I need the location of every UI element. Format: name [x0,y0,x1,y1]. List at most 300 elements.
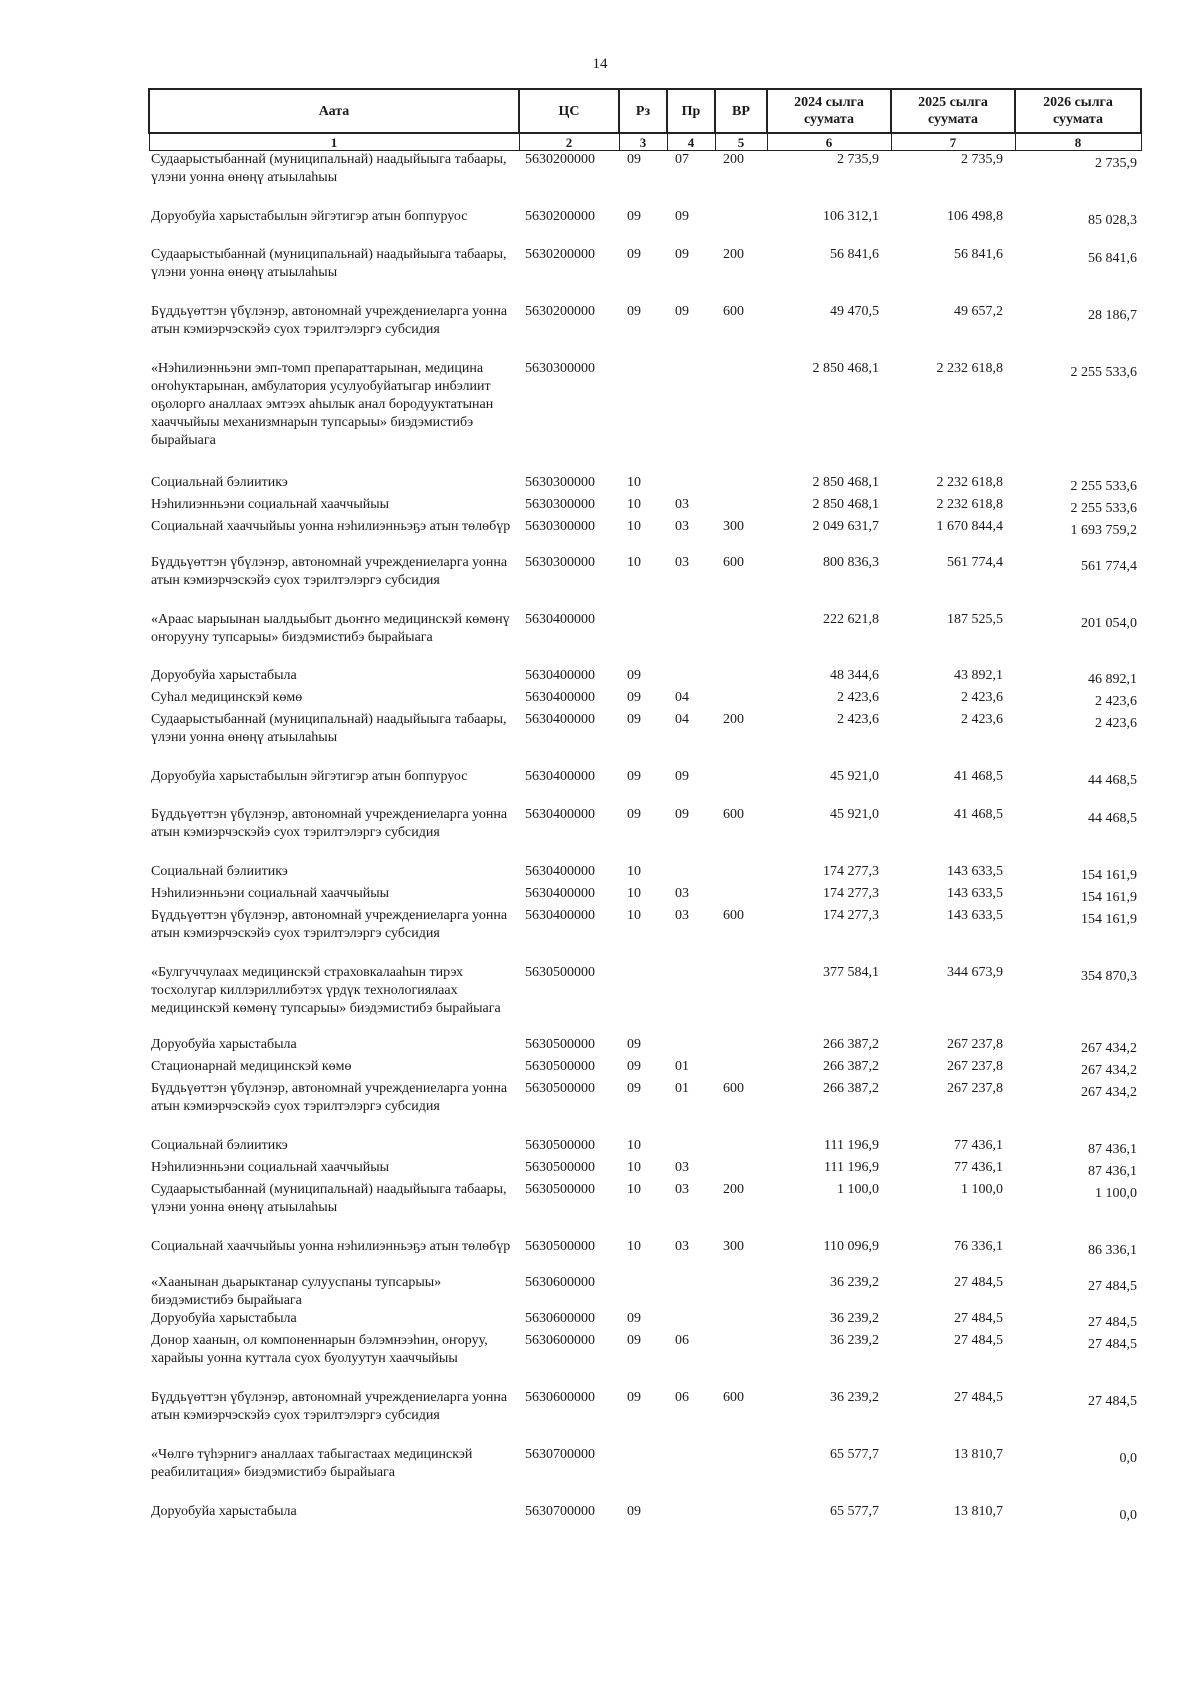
row-name-cell: Судаарыстыбаннай (муниципальнай) наадыйыыга табаары, үлэни уонна өнөңү атыылаһыы [151,1181,507,1215]
header-row [149,89,1141,133]
table-row [149,806,1141,863]
header-cs: ЦС [519,89,619,133]
row-cs-cell: 5630600000 [525,1274,595,1290]
row-pr-cell [667,1503,715,1539]
row-2024-cell: 2 850 468,1 [812,474,879,490]
row-2026-cell: 2 423,6 [1095,693,1137,709]
row-2024-cell: 2 850 468,1 [812,496,879,512]
column-number: 6 [767,133,891,151]
column-number: 2 [519,133,619,151]
row-2025-cell: 143 633,5 [947,907,1003,923]
row-rz-cell: 10 [627,474,641,490]
row-2024-cell: 2 423,6 [837,711,879,727]
row-2026-cell: 0,0 [1119,1450,1137,1466]
budget-table [148,88,1142,1539]
row-rz-cell: 09 [627,711,641,727]
row-name-cell: Судаарыстыбаннай (муниципальнай) наадыйыыга табаары, үлэни уонна өнөңү атыылаһыы [151,152,507,185]
row-2026-cell: 2 423,6 [1095,715,1137,731]
table-row [149,518,1141,554]
row-rz-cell [619,964,667,1036]
table-row [149,964,1141,1036]
row-cs-cell: 5630400000 [525,711,595,727]
table-row [149,246,1141,303]
table-body [149,151,1141,1539]
row-rz-cell: 10 [627,907,641,923]
row-name-cell: Нэһилиэнньэни социальнай хааччыйыы [151,1159,390,1175]
row-vr-cell [715,689,767,711]
row-vr-cell: 300 [723,1238,744,1254]
row-pr-cell: 06 [675,1332,689,1348]
row-cs-cell: 5630700000 [525,1446,595,1462]
row-pr-cell: 03 [675,885,689,901]
table-row [149,689,1141,711]
row-pr-cell: 03 [675,907,689,923]
row-pr-cell [667,1274,715,1310]
row-vr-cell [715,667,767,689]
row-vr-cell [715,611,767,667]
table-row [149,1310,1141,1332]
row-2025-cell: 267 237,8 [947,1080,1003,1096]
row-pr-cell: 09 [675,768,689,784]
table-row [149,1181,1141,1238]
row-2026-cell: 0,0 [1119,1507,1137,1523]
row-cs-cell: 5630600000 [525,1389,595,1405]
row-2024-cell: 174 277,3 [823,885,879,901]
row-2025-cell: 27 484,5 [954,1274,1003,1290]
row-2025-cell: 41 468,5 [954,768,1003,784]
row-pr-cell: 03 [675,1238,689,1254]
row-2025-cell: 13 810,7 [954,1446,1003,1462]
row-cs-cell: 5630600000 [525,1332,595,1348]
row-rz-cell: 09 [627,303,641,319]
row-2025-cell: 77 436,1 [954,1159,1003,1175]
row-2026-cell: 56 841,6 [1088,250,1137,266]
row-name-cell: Доруобуйа харыстабыла [151,1036,297,1052]
row-rz-cell: 09 [627,667,641,683]
table-row [149,907,1141,964]
row-2024-cell: 56 841,6 [830,246,879,262]
row-pr-cell: 03 [675,1159,689,1175]
column-number: 8 [1015,133,1141,151]
row-2025-cell: 2 232 618,8 [936,496,1003,512]
row-name-cell: «Чөлгө түһэрнигэ аналлаах табыгастаах медицинскэй реабилитация» биэдэмистибэ бырайыага [151,1446,473,1480]
table-row [149,768,1141,806]
row-vr-cell [715,885,767,907]
row-name-cell: «Хаанынан дьарыктанар сулууспаны тупсарыы» биэдэмистибэ бырайыага [151,1274,442,1308]
row-rz-cell: 09 [627,1058,641,1074]
row-2024-cell: 36 239,2 [830,1332,879,1348]
row-rz-cell: 09 [627,152,641,167]
row-rz-cell: 10 [627,518,641,534]
row-2026-cell: 46 892,1 [1088,671,1137,687]
row-pr-cell: 06 [675,1389,689,1405]
table-row [149,1238,1141,1274]
row-vr-cell [715,1058,767,1080]
row-2024-cell: 45 921,0 [830,768,879,784]
row-vr-cell: 200 [723,1181,744,1197]
row-rz-cell: 10 [627,1159,641,1175]
row-name-cell: Суһал медицинскэй көмө [151,689,303,705]
row-cs-cell: 5630200000 [525,208,595,224]
row-name-cell: Доруобуйа харыстабыла [151,1310,297,1326]
table-row [149,885,1141,907]
row-name-cell: Нэһилиэнньэни социальнай хааччыйыы [151,496,390,512]
row-2025-cell: 143 633,5 [947,885,1003,901]
row-2025-cell: 13 810,7 [954,1503,1003,1519]
row-cs-cell: 5630400000 [525,667,595,683]
row-vr-cell [715,1036,767,1058]
row-vr-cell [715,1274,767,1310]
row-vr-cell: 600 [723,554,744,570]
row-rz-cell: 09 [627,1310,641,1326]
row-vr-cell [715,964,767,1036]
table-row [149,1274,1141,1310]
row-vr-cell: 600 [723,1080,744,1096]
header-vr: ВР [715,89,767,133]
row-2026-cell: 87 436,1 [1088,1141,1137,1157]
row-rz-cell [619,1274,667,1310]
row-cs-cell: 5630200000 [525,152,595,167]
row-2026-cell: 354 870,3 [1081,968,1137,984]
row-rz-cell: 10 [627,885,641,901]
row-2025-cell: 187 525,5 [947,611,1003,627]
column-number: 4 [667,133,715,151]
row-name-cell: Бүддьүөттэн үбүлэнэр, автономнай учреждениеларга уонна атын кэмиэрчэскэйэ суох тэрилтэлэргэ субсидия [151,1389,508,1423]
row-cs-cell: 5630700000 [525,1503,595,1519]
row-2025-cell: 49 657,2 [954,303,1003,319]
row-vr-cell [715,1310,767,1332]
row-name-cell: Социальнай хааччыйыы уонна нэһилиэнньэҕэ атын төлөбүр [151,518,511,534]
row-name-cell: Доруобуйа харыстабылын эйгэтигэр атын боппуруос [151,768,468,784]
row-vr-cell: 200 [723,152,744,167]
row-cs-cell: 5630500000 [525,1181,595,1197]
row-cs-cell: 5630400000 [525,611,595,627]
table-row [149,208,1141,246]
row-pr-cell: 07 [675,152,689,167]
row-2025-cell: 77 436,1 [954,1137,1003,1153]
row-vr-cell [715,1503,767,1539]
row-2026-cell: 44 468,5 [1088,772,1137,788]
table-row [149,611,1141,667]
row-vr-cell [715,863,767,885]
row-2026-cell: 28 186,7 [1088,307,1137,323]
row-pr-cell: 09 [675,246,689,262]
row-cs-cell: 5630400000 [525,863,595,879]
row-2024-cell: 36 239,2 [830,1310,879,1326]
row-2024-cell: 174 277,3 [823,863,879,879]
row-rz-cell: 09 [627,1080,641,1096]
row-vr-cell [715,1332,767,1389]
row-vr-cell [715,496,767,518]
row-cs-cell: 5630500000 [525,1238,595,1254]
row-vr-cell: 600 [723,806,744,822]
table-row [149,496,1141,518]
column-number: 7 [891,133,1015,151]
row-2026-cell: 27 484,5 [1088,1336,1137,1352]
row-pr-cell [667,1036,715,1058]
row-pr-cell: 03 [675,554,689,570]
row-2025-cell: 27 484,5 [954,1389,1003,1405]
row-2026-cell: 1 693 759,2 [1070,522,1137,538]
row-2026-cell: 154 161,9 [1081,889,1137,905]
table-row [149,360,1141,474]
row-2026-cell: 267 434,2 [1081,1062,1137,1078]
row-name-cell: Судаарыстыбаннай (муниципальнай) наадыйыыга табаары, үлэни уонна өнөңү атыылаһыы [151,711,507,745]
row-rz-cell: 09 [627,1332,641,1348]
row-rz-cell [619,360,667,474]
row-2024-cell: 36 239,2 [830,1389,879,1405]
table-row [149,1080,1141,1137]
row-name-cell: Бүддьүөттэн үбүлэнэр, автономнай учреждениеларга уонна атын кэмиэрчэскэйэ суох тэрилтэлэргэ субсидия [151,303,508,337]
column-number: 1 [149,133,519,151]
row-name-cell: «Нэһилиэнньэни эмп-томп препараттарынан, медицина оҥоһуктарынан, амбулатория усулуобуйатыгар инбэлиит оҕолорго аналлаах эмтээх аһылык анал бородууктатынан хааччыйыы механизмнарын тупсарыы» биэдэмистибэ бырайыага [151,360,494,448]
row-2026-cell: 86 336,1 [1088,1242,1137,1258]
row-2025-cell: 2 735,9 [961,152,1003,167]
table-row [149,667,1141,689]
row-2026-cell: 85 028,3 [1088,212,1137,228]
row-pr-cell: 04 [675,711,689,727]
row-2025-cell: 143 633,5 [947,863,1003,879]
table-row [149,1389,1141,1446]
table-row [149,1058,1141,1080]
row-2026-cell: 267 434,2 [1081,1040,1137,1056]
row-2024-cell: 110 096,9 [823,1238,879,1254]
row-cs-cell: 5630500000 [525,1036,595,1052]
table-row [149,863,1141,885]
row-2025-cell: 267 237,8 [947,1058,1003,1074]
row-cs-cell: 5630300000 [525,518,595,534]
row-pr-cell [667,360,715,474]
row-2026-cell: 154 161,9 [1081,867,1137,883]
row-rz-cell: 10 [627,496,641,512]
row-2025-cell: 267 237,8 [947,1036,1003,1052]
row-pr-cell: 01 [675,1058,689,1074]
row-vr-cell [715,360,767,474]
row-cs-cell: 5630200000 [525,303,595,319]
row-pr-cell [667,667,715,689]
header-rz: Рз [619,89,667,133]
row-vr-cell [715,208,767,246]
table-row [149,1159,1141,1181]
row-rz-cell: 10 [627,1181,641,1197]
row-2026-cell: 1 100,0 [1095,1185,1137,1201]
row-2025-cell: 561 774,4 [947,554,1003,570]
row-rz-cell: 09 [627,806,641,822]
row-rz-cell: 09 [627,768,641,784]
row-2026-cell: 561 774,4 [1081,558,1137,574]
row-2025-cell: 41 468,5 [954,806,1003,822]
row-2026-cell: 2 255 533,6 [1070,478,1137,494]
row-rz-cell: 09 [627,1389,641,1405]
row-name-cell: Доруобуйа харыстабыла [151,667,297,683]
row-2024-cell: 174 277,3 [823,907,879,923]
row-vr-cell: 600 [723,907,744,923]
row-pr-cell [667,611,715,667]
row-vr-cell [715,1446,767,1503]
table-row [149,1332,1141,1389]
row-rz-cell: 09 [627,208,641,224]
row-2025-cell: 2 423,6 [961,711,1003,727]
row-2026-cell: 27 484,5 [1088,1278,1137,1294]
row-pr-cell: 09 [675,806,689,822]
row-vr-cell: 200 [723,246,744,262]
row-2025-cell: 2 423,6 [961,689,1003,705]
row-pr-cell [667,474,715,496]
row-rz-cell [619,611,667,667]
row-name-cell: Нэһилиэнньэни социальнай хааччыйыы [151,885,390,901]
row-cs-cell: 5630500000 [525,964,595,980]
row-2026-cell: 27 484,5 [1088,1314,1137,1330]
header-pr: Пр [667,89,715,133]
table-row [149,1137,1141,1159]
row-cs-cell: 5630600000 [525,1310,595,1326]
row-pr-cell [667,1310,715,1332]
row-name-cell: «Булгуччулаах медицинскэй страховкалааһын тирэх тосхолугар киллэриллибэтэх үрдүк технологиялаах медицинскэй көмөнү тупсарыы» биэдэмистибэ бырайыага [151,964,501,1016]
row-2026-cell: 44 468,5 [1088,810,1137,826]
row-pr-cell: 09 [675,303,689,319]
row-2024-cell: 266 387,2 [823,1080,879,1096]
row-name-cell: Доруобуйа харыстабылын эйгэтигэр атын боппуруос [151,208,468,224]
row-name-cell: Бүддьүөттэн үбүлэнэр, автономнай учреждениеларга уонна атын кэмиэрчэскэйэ суох тэрилтэлэргэ субсидия [151,907,508,941]
row-name-cell: Бүддьүөттэн үбүлэнэр, автономнай учреждениеларга уонна атын кэмиэрчэскэйэ суох тэрилтэлэргэ субсидия [151,1080,508,1114]
row-2026-cell: 87 436,1 [1088,1163,1137,1179]
row-2025-cell: 2 232 618,8 [936,360,1003,376]
row-cs-cell: 5630300000 [525,496,595,512]
row-2024-cell: 2 423,6 [837,689,879,705]
row-2024-cell: 36 239,2 [830,1274,879,1290]
row-2024-cell: 800 836,3 [823,554,879,570]
row-2025-cell: 2 232 618,8 [936,474,1003,490]
row-2024-cell: 65 577,7 [830,1503,879,1519]
row-pr-cell [667,863,715,885]
row-pr-cell [667,1446,715,1503]
row-cs-cell: 5630400000 [525,907,595,923]
row-pr-cell [667,1137,715,1159]
table-row [149,1036,1141,1058]
row-cs-cell: 5630300000 [525,554,595,570]
row-name-cell: Социальнай хааччыйыы уонна нэһилиэнньэҕэ атын төлөбүр [151,1238,511,1254]
row-2026-cell: 2 255 533,6 [1070,500,1137,516]
header-2026: 2026 сылга суумата [1015,89,1141,133]
row-name-cell: «Араас ыарыынан ыалдьыбыт дьоҥҥо медицинскэй көмөнү оҥорууну тупсарыы» биэдэмистибэ бырайыага [151,611,510,645]
row-vr-cell: 600 [723,1389,744,1405]
row-rz-cell: 09 [627,246,641,262]
row-cs-cell: 5630500000 [525,1159,595,1175]
row-2026-cell: 154 161,9 [1081,911,1137,927]
row-pr-cell: 01 [675,1080,689,1096]
row-2025-cell: 106 498,8 [947,208,1003,224]
row-2024-cell: 106 312,1 [823,208,879,224]
row-cs-cell: 5630200000 [525,246,595,262]
row-2024-cell: 2 735,9 [837,152,879,167]
table-row [149,554,1141,611]
row-pr-cell: 03 [675,1181,689,1197]
row-pr-cell [667,964,715,1036]
row-name-cell: Доруобуйа харыстабыла [151,1503,297,1519]
row-cs-cell: 5630500000 [525,1058,595,1074]
row-cs-cell: 5630400000 [525,885,595,901]
row-2024-cell: 45 921,0 [830,806,879,822]
table-row [149,303,1141,360]
row-2026-cell: 2 735,9 [1095,156,1137,171]
row-2024-cell: 377 584,1 [823,964,879,980]
row-cs-cell: 5630400000 [525,806,595,822]
row-rz-cell: 10 [627,554,641,570]
row-2025-cell: 1 670 844,4 [936,518,1003,534]
table-row [149,1446,1141,1503]
column-number: 5 [715,133,767,151]
row-vr-cell: 600 [723,303,744,319]
row-2024-cell: 111 196,9 [824,1137,879,1153]
row-name-cell: Бүддьүөттэн үбүлэнэр, автономнай учреждениеларга уонна атын кэмиэрчэскэйэ суох тэрилтэлэргэ субсидия [151,554,508,588]
row-2024-cell: 266 387,2 [823,1058,879,1074]
row-rz-cell: 10 [627,863,641,879]
row-2025-cell: 76 336,1 [954,1238,1003,1254]
row-2026-cell: 27 484,5 [1088,1393,1137,1409]
row-vr-cell: 200 [723,711,744,727]
row-2026-cell: 267 434,2 [1081,1084,1137,1100]
row-name-cell: Стационарнай медицинскэй көмө [151,1058,352,1074]
column-number: 3 [619,133,667,151]
row-2025-cell: 344 673,9 [947,964,1003,980]
row-2024-cell: 222 621,8 [823,611,879,627]
row-rz-cell: 09 [627,1503,641,1519]
row-vr-cell [715,768,767,806]
row-2024-cell: 2 850 468,1 [812,360,879,376]
row-name-cell: Донор хаанын, ол компоненнарын бэлэмнээһин, оҥоруу, харайыы уонна куттала суох буолуутун хааччыйыы [151,1332,488,1366]
row-2024-cell: 266 387,2 [823,1036,879,1052]
row-name-cell: Социальнай бэлиитикэ [151,1137,288,1153]
row-2025-cell: 27 484,5 [954,1310,1003,1326]
header-2025: 2025 сылга суумата [891,89,1015,133]
row-rz-cell: 09 [627,689,641,705]
row-2025-cell: 43 892,1 [954,667,1003,683]
table-row [149,711,1141,768]
row-name-cell: Бүддьүөттэн үбүлэнэр, автономнай учреждениеларга уонна атын кэмиэрчэскэйэ суох тэрилтэлэргэ субсидия [151,806,508,840]
row-cs-cell: 5630400000 [525,768,595,784]
row-vr-cell [715,474,767,496]
row-2024-cell: 49 470,5 [830,303,879,319]
row-2024-cell: 65 577,7 [830,1446,879,1462]
row-pr-cell: 09 [675,208,689,224]
row-2024-cell: 111 196,9 [824,1159,879,1175]
row-cs-cell: 5630400000 [525,689,595,705]
page-number: 14 [592,56,608,72]
row-rz-cell: 10 [627,1238,641,1254]
row-name-cell: Судаарыстыбаннай (муниципальнай) наадыйыыга табаары, үлэни уонна өнөңү атыылаһыы [151,246,507,280]
row-rz-cell [619,1446,667,1503]
header-2024: 2024 сылга суумата [767,89,891,133]
row-cs-cell: 5630500000 [525,1137,595,1153]
row-vr-cell [715,1137,767,1159]
row-cs-cell: 5630300000 [525,474,595,490]
table-row [149,474,1141,496]
row-rz-cell: 09 [627,1036,641,1052]
row-pr-cell: 04 [675,689,689,705]
row-2026-cell: 2 255 533,6 [1070,364,1137,380]
table-row [149,1503,1141,1539]
row-2024-cell: 2 049 631,7 [812,518,879,534]
row-pr-cell: 03 [675,496,689,512]
row-2026-cell: 201 054,0 [1081,615,1137,631]
row-cs-cell: 5630500000 [525,1080,595,1096]
column-number-row [149,133,1141,151]
table-row [149,151,1141,208]
row-name-cell: Социальнай бэлиитикэ [151,474,288,490]
row-rz-cell: 10 [627,1137,641,1153]
row-2025-cell: 56 841,6 [954,246,1003,262]
row-name-cell: Социальнай бэлиитикэ [151,863,288,879]
